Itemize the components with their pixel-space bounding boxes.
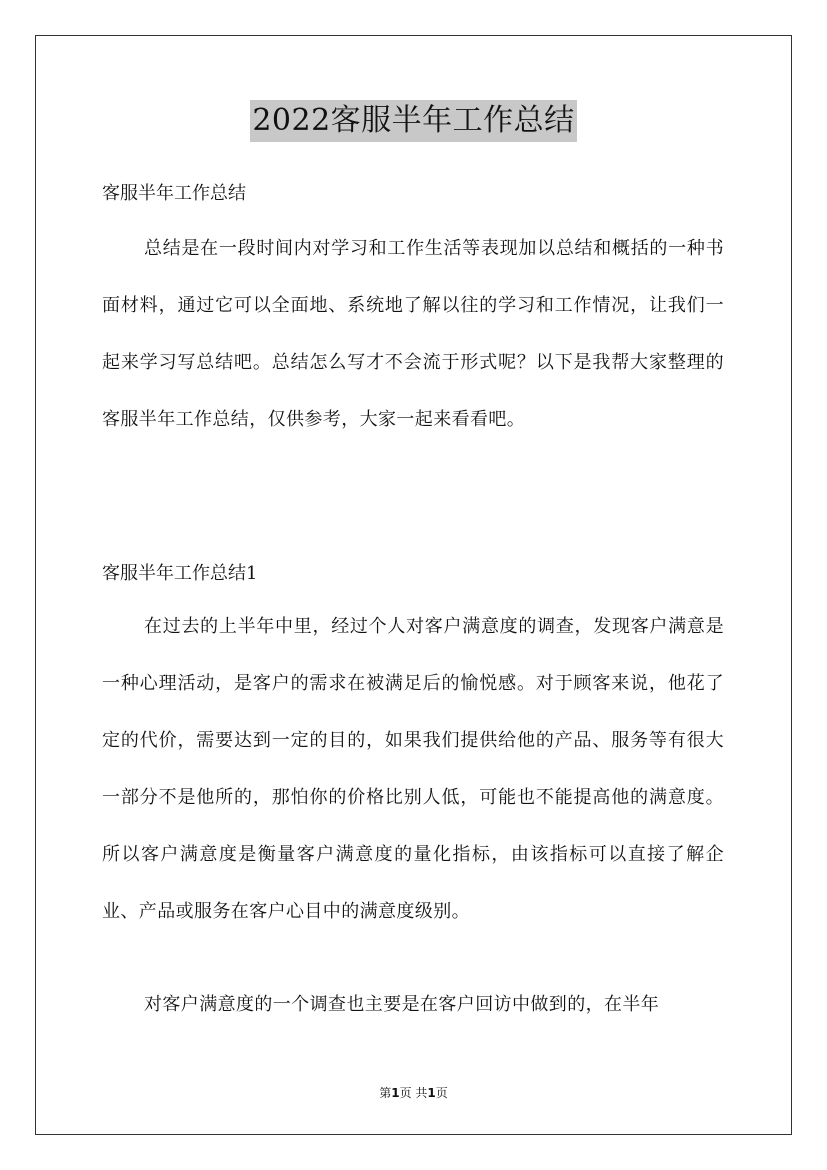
footer-end: 页 [435,1086,448,1100]
section1-paragraph1: 在过去的上半年中里，经过个人对客户满意度的调查，发现客户满意是一种心理活动，是客户的需求在被满足后的愉悦感。对于顾客来说，他花了定的代价，需要达到一定的目的，如果我们提供给他的产品、服务等有很大一部分不是他所的，那怕你的价格比别人低，可能也不能提高他的满意度。所以客户满意度是衡量客户满意度的量化指标，由该指标可以直接了解企业、产品或服务在客户心目中的满意度级别。 [102,616,724,922]
footer-prefix: 第 [379,1086,392,1100]
footer-total-pages: 1 [427,1086,436,1100]
footer-current-page: 1 [391,1086,400,1100]
title-wrap [0,100,827,142]
intro-paragraph: 总结是在一段时间内对学习和工作生活等表现加以总结和概括的一种书面材料，通过它可以全面地、系统地了解以往的学习和工作情况，让我们一起来学习写总结吧。总结怎么写才不会流于形式呢？以下是我帮大家整理的客服半年工作总结，仅供参考，大家一起来看看吧。 [102,238,724,430]
section1-paragraph2: 对客户满意度的一个调查也主要是在客户回访中做到的，在半年 [144,994,660,1015]
footer-middle: 页 共 [399,1086,428,1100]
section1-heading: 客服半年工作总结1 [102,563,258,584]
page-footer [0,1085,827,1101]
document-title: 2022客服半年工作总结 [250,100,576,142]
document-subtitle: 客服半年工作总结 [102,183,246,204]
